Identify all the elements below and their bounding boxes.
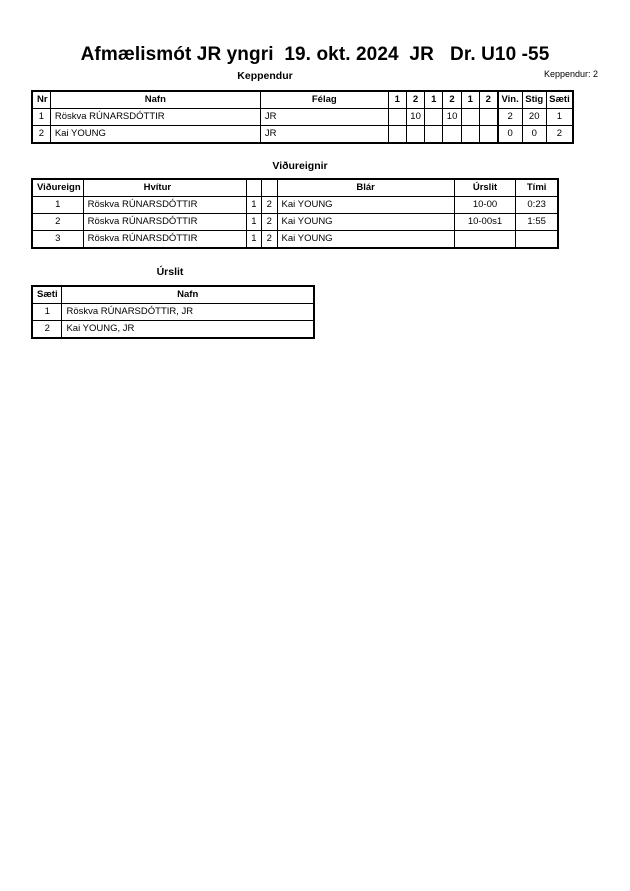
cell-round xyxy=(425,126,443,144)
matches-header-row xyxy=(32,179,558,197)
cell-name: Röskva RÚNARSDÓTTIR, JR xyxy=(62,304,314,321)
results-header-row xyxy=(32,286,314,304)
cell-result: 10-00 xyxy=(454,197,516,214)
cell-time: 1:55 xyxy=(516,214,558,231)
table-row xyxy=(32,109,573,126)
col-points: Stig xyxy=(522,91,546,109)
cell-blue-no: 2 xyxy=(262,197,277,214)
cell-time xyxy=(516,231,558,249)
results-heading: Úrslit xyxy=(156,266,184,278)
col-round: 1 xyxy=(388,91,406,109)
cell-blue-no: 2 xyxy=(262,214,277,231)
col-round: 2 xyxy=(406,91,424,109)
col-name: Nafn xyxy=(50,91,260,109)
cell-points: 20 xyxy=(522,109,546,126)
cell-points: 0 xyxy=(522,126,546,144)
cell-white: Röskva RÚNARSDÓTTIR xyxy=(83,231,246,249)
cell-club: JR xyxy=(260,126,388,144)
table-row xyxy=(32,214,558,231)
table-row xyxy=(32,231,558,249)
cell-round xyxy=(461,109,479,126)
cell-name: Kai YOUNG xyxy=(50,126,260,144)
col-round: 1 xyxy=(461,91,479,109)
cell-white-no: 1 xyxy=(246,197,261,214)
cell-round xyxy=(443,126,461,144)
col-wins: Vin. xyxy=(498,91,522,109)
competitors-table xyxy=(31,90,574,144)
cell-round xyxy=(388,126,406,144)
cell-white: Röskva RÚNARSDÓTTIR xyxy=(83,197,246,214)
cell-round xyxy=(425,109,443,126)
col-match: Viðureign xyxy=(32,179,83,197)
cell-nr: 1 xyxy=(32,109,50,126)
results-table xyxy=(31,285,315,339)
table-row xyxy=(32,126,573,144)
cell-blue-no: 2 xyxy=(262,231,277,249)
cell-white-no: 1 xyxy=(246,231,261,249)
cell-round: 10 xyxy=(443,109,461,126)
cell-round xyxy=(479,126,497,144)
cell-place: 1 xyxy=(32,304,62,321)
matches-heading: Viðureignir xyxy=(272,160,328,172)
cell-wins: 0 xyxy=(498,126,522,144)
cell-round: 10 xyxy=(406,109,424,126)
table-row xyxy=(32,321,314,339)
cell-blue: Kai YOUNG xyxy=(277,231,454,249)
cell-nr: 2 xyxy=(32,214,83,231)
col-white-no xyxy=(246,179,261,197)
col-round: 2 xyxy=(479,91,497,109)
cell-blue: Kai YOUNG xyxy=(277,214,454,231)
table-row xyxy=(32,197,558,214)
col-result: Úrslit xyxy=(454,179,516,197)
cell-place: 2 xyxy=(32,321,62,339)
cell-name: Röskva RÚNARSDÓTTIR xyxy=(50,109,260,126)
col-round: 2 xyxy=(443,91,461,109)
cell-nr: 1 xyxy=(32,197,83,214)
cell-place: 2 xyxy=(546,126,573,144)
cell-time: 0:23 xyxy=(516,197,558,214)
cell-nr: 2 xyxy=(32,126,50,144)
cell-round xyxy=(479,109,497,126)
cell-name: Kai YOUNG, JR xyxy=(62,321,314,339)
cell-white: Röskva RÚNARSDÓTTIR xyxy=(83,214,246,231)
cell-white-no: 1 xyxy=(246,214,261,231)
competitors-count: Keppendur: 2 xyxy=(543,69,598,79)
cell-wins: 2 xyxy=(498,109,522,126)
col-nr: Nr xyxy=(32,91,50,109)
col-blue-no xyxy=(262,179,277,197)
col-place: Sæti xyxy=(32,286,62,304)
table-row xyxy=(32,304,314,321)
col-round: 1 xyxy=(425,91,443,109)
page-title: Afmælismót JR yngri 19. okt. 2024 JR Dr. U10 -55 xyxy=(80,44,550,65)
cell-round xyxy=(406,126,424,144)
matches-table xyxy=(31,178,559,249)
cell-blue: Kai YOUNG xyxy=(277,197,454,214)
cell-place: 1 xyxy=(546,109,573,126)
cell-nr: 3 xyxy=(32,231,83,249)
competitors-header-row xyxy=(32,91,573,109)
col-blue: Blár xyxy=(277,179,454,197)
cell-round xyxy=(388,109,406,126)
col-time: Tími xyxy=(516,179,558,197)
cell-club: JR xyxy=(260,109,388,126)
cell-round xyxy=(461,126,479,144)
col-place: Sæti xyxy=(546,91,573,109)
col-white: Hvítur xyxy=(83,179,246,197)
competitors-heading: Keppendur xyxy=(237,70,293,82)
cell-result: 10-00s1 xyxy=(454,214,516,231)
col-club: Félag xyxy=(260,91,388,109)
col-name: Nafn xyxy=(62,286,314,304)
cell-result xyxy=(454,231,516,249)
